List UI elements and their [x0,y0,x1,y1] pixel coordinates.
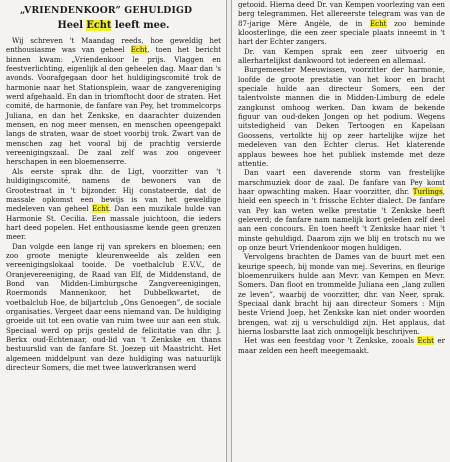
paragraph [238,168,445,252]
text-run: , toen het bericht binnen kwam: „Vriendenkoor le prijs. Vlaggen en feestverlichting, eigenlijk al den geheelen dag. Maar dan 's avonds. Voorafgegaan door het huldigingscomité trok de harmonie naar het Stationsplein, waar de zangvereniging werd afgehaald. En dan in triomftocht door de straten. Het comité, de harmonie, de fanfare van Pey, het trommelcorps Juliana, en dan het Zenkske, en daarachter duizenden mensen, en nog meer mensen, en menschen opeengepakt langs de straten, waar de stoet voorbij trok. Zwart van de menschen zag het vooral bij de prachtig versierde vereenigingszaal. De zaal zelf was zoo ongeveer herschapen in een bloemenserre. [6,45,221,167]
text-run: . Dan een muzikale hulde van Harmonie St. Cecilia. Een massale juichtoon, die ieders hart deed popelen. Het enthousiasme kende geen grenzen meer. [6,204,221,242]
paragraph [6,36,221,167]
text-run: Burgemeester Meeuwissen, voorzitter der harmonie, loofde de groote prestatie van het koor en bracht speciale hulde aan directeur Somers, een der talentvolste mannen die in Midden-Limburg de edele zangkunst omhoog werken. Dan kwam de bekende figuur van oud-deken Jongen op het podium. Wegens uitstedigheid van Deken Tertoogen en Kapelaan Goossens, vertolkte hij op zeer hartelijke wijze het medeleven van den Echter clerus. Het klaterende applaus bewees hoe het publiek instemde met deze attentie. [238,65,445,168]
paragraph [238,252,445,336]
paragraph [238,47,445,66]
text-run: Dr. van Kempen sprak een zeer uitvoerig en allerhartelijkst dankwoord tot iedereen en allemaal. [238,46,445,66]
highlighted-term: Echt [369,18,387,28]
highlighted-term: Echt [86,20,112,31]
article-subheadline [6,19,221,32]
text-run: Vervolgens brachten de Dames van de buurt met een keurige speech, bij monde van mej. Severins, en fleurige bloemenruikers hulde aan Mevr. van Kempen en Mevr. Somers. Dan floot en trommelde Juliana een „lang zullen ze leven”, waarbij de voorzitter, dhr. van Neer, sprak. Speciaal dank bracht hij aan directeur Somers : Mijn beste Vriend Joep, het Zenkske kan niet onder woorden brengen, wat zij u verschuldigd zijn. Het applaus, dat hierna losbarstte laat zich onmogelijk beschrijven. [238,252,445,337]
paragraph [238,0,445,47]
paragraph [6,242,221,373]
highlighted-term: Echt [92,204,109,214]
highlighted-term: Turlings [412,186,443,196]
right-column [231,0,450,462]
paragraph [238,65,445,168]
text-run: getooid. Hierna deed Dr. van Kempen voorlezing van een berg telegrammen. Het allereerste telegram was van de 87-jarige Mère Angèle, de in [238,0,445,28]
subheadline-pre: Heel [57,20,87,31]
text-run: Dan volgde een lange rij van sprekers en bloemen; een zoo groote menigte kleurenweelde als zelden een vereenigingslokaal tooide. De voetbalclub E.V.V., de Oranjevereeniging, de Raad van Elf, de Middenstand, de Bond van Midden-Limburgsche Zangvereenigingen, Roermonds Mannenkoor, het Dubbelkwartet, de voetbalclub Hoe, de biljartclub „Ons Genoegen”, de sociale organisaties. Vergeet daar eens niemand van. De huldiging groeide uit tot een ovatie van ruim twee uur aan een stuk. Speciaal werd op prijs gesteld de felicitatie van dhr. J. Berkx oud-Echtenaar, oud-lid van 't Zenkske en thans bestuurslid van de fanfare St. Joezep uit Maastricht. Het algemeen middelpunt van deze huldiging was natuurlijk directeur Somers, die met twee lauwerkransen werd [6,241,221,373]
text-run: er maar zelden een heeft meegemaakt. [238,336,445,355]
highlighted-term: Echt [130,45,148,55]
highlighted-term: Echt [417,336,435,346]
text-run: Wij schreven 't Maandag reeds, hoe geweldig het enthousiasme was van geheel [6,36,221,55]
text-run: Het was een feestdag voor 't Zenkske, zooals [244,336,418,346]
article-headline: „VRIENDENKOOR” GEHULDIGD [20,5,193,16]
subheadline-post: leeft mee. [111,20,170,31]
text-run: Dan vaart een daverende storm van frestelijke marschmuziek door de zaal. De fanfare van Pey komt haar opwachting maken. Haar voorzitter, dhr. [238,168,445,196]
text-run: zoo beminde kloosterlinge, die een zeer speciale plaats inneemt in 't hart der Echter zangers. [238,18,445,47]
paragraph [238,336,445,355]
text-run: Als eerste sprak dhr. de Ligt, voorzitter van 't huldigingscomité, namens de bewoners van de Grootestraat in 't bijzonder. Hij constateerde, dat de massale opkomst een bewijs is van het geweldige medeleven van geheel [6,166,221,214]
paragraph [6,167,221,242]
text-run: , hield een speech in 't frissche Echter dialect. De fanfare van Pey kan weten welke prestatie 't Zenkske heeft geleverd; de fanfare nam namelijk kort geleden zelf deel aan een concours. En toen heeft 't Zenkske haar niet 't minste gehuldigd. Daarom zijn we blij en trotsch nu we op onze beurt Vriendenkoor mogen huldigen. [238,186,445,252]
